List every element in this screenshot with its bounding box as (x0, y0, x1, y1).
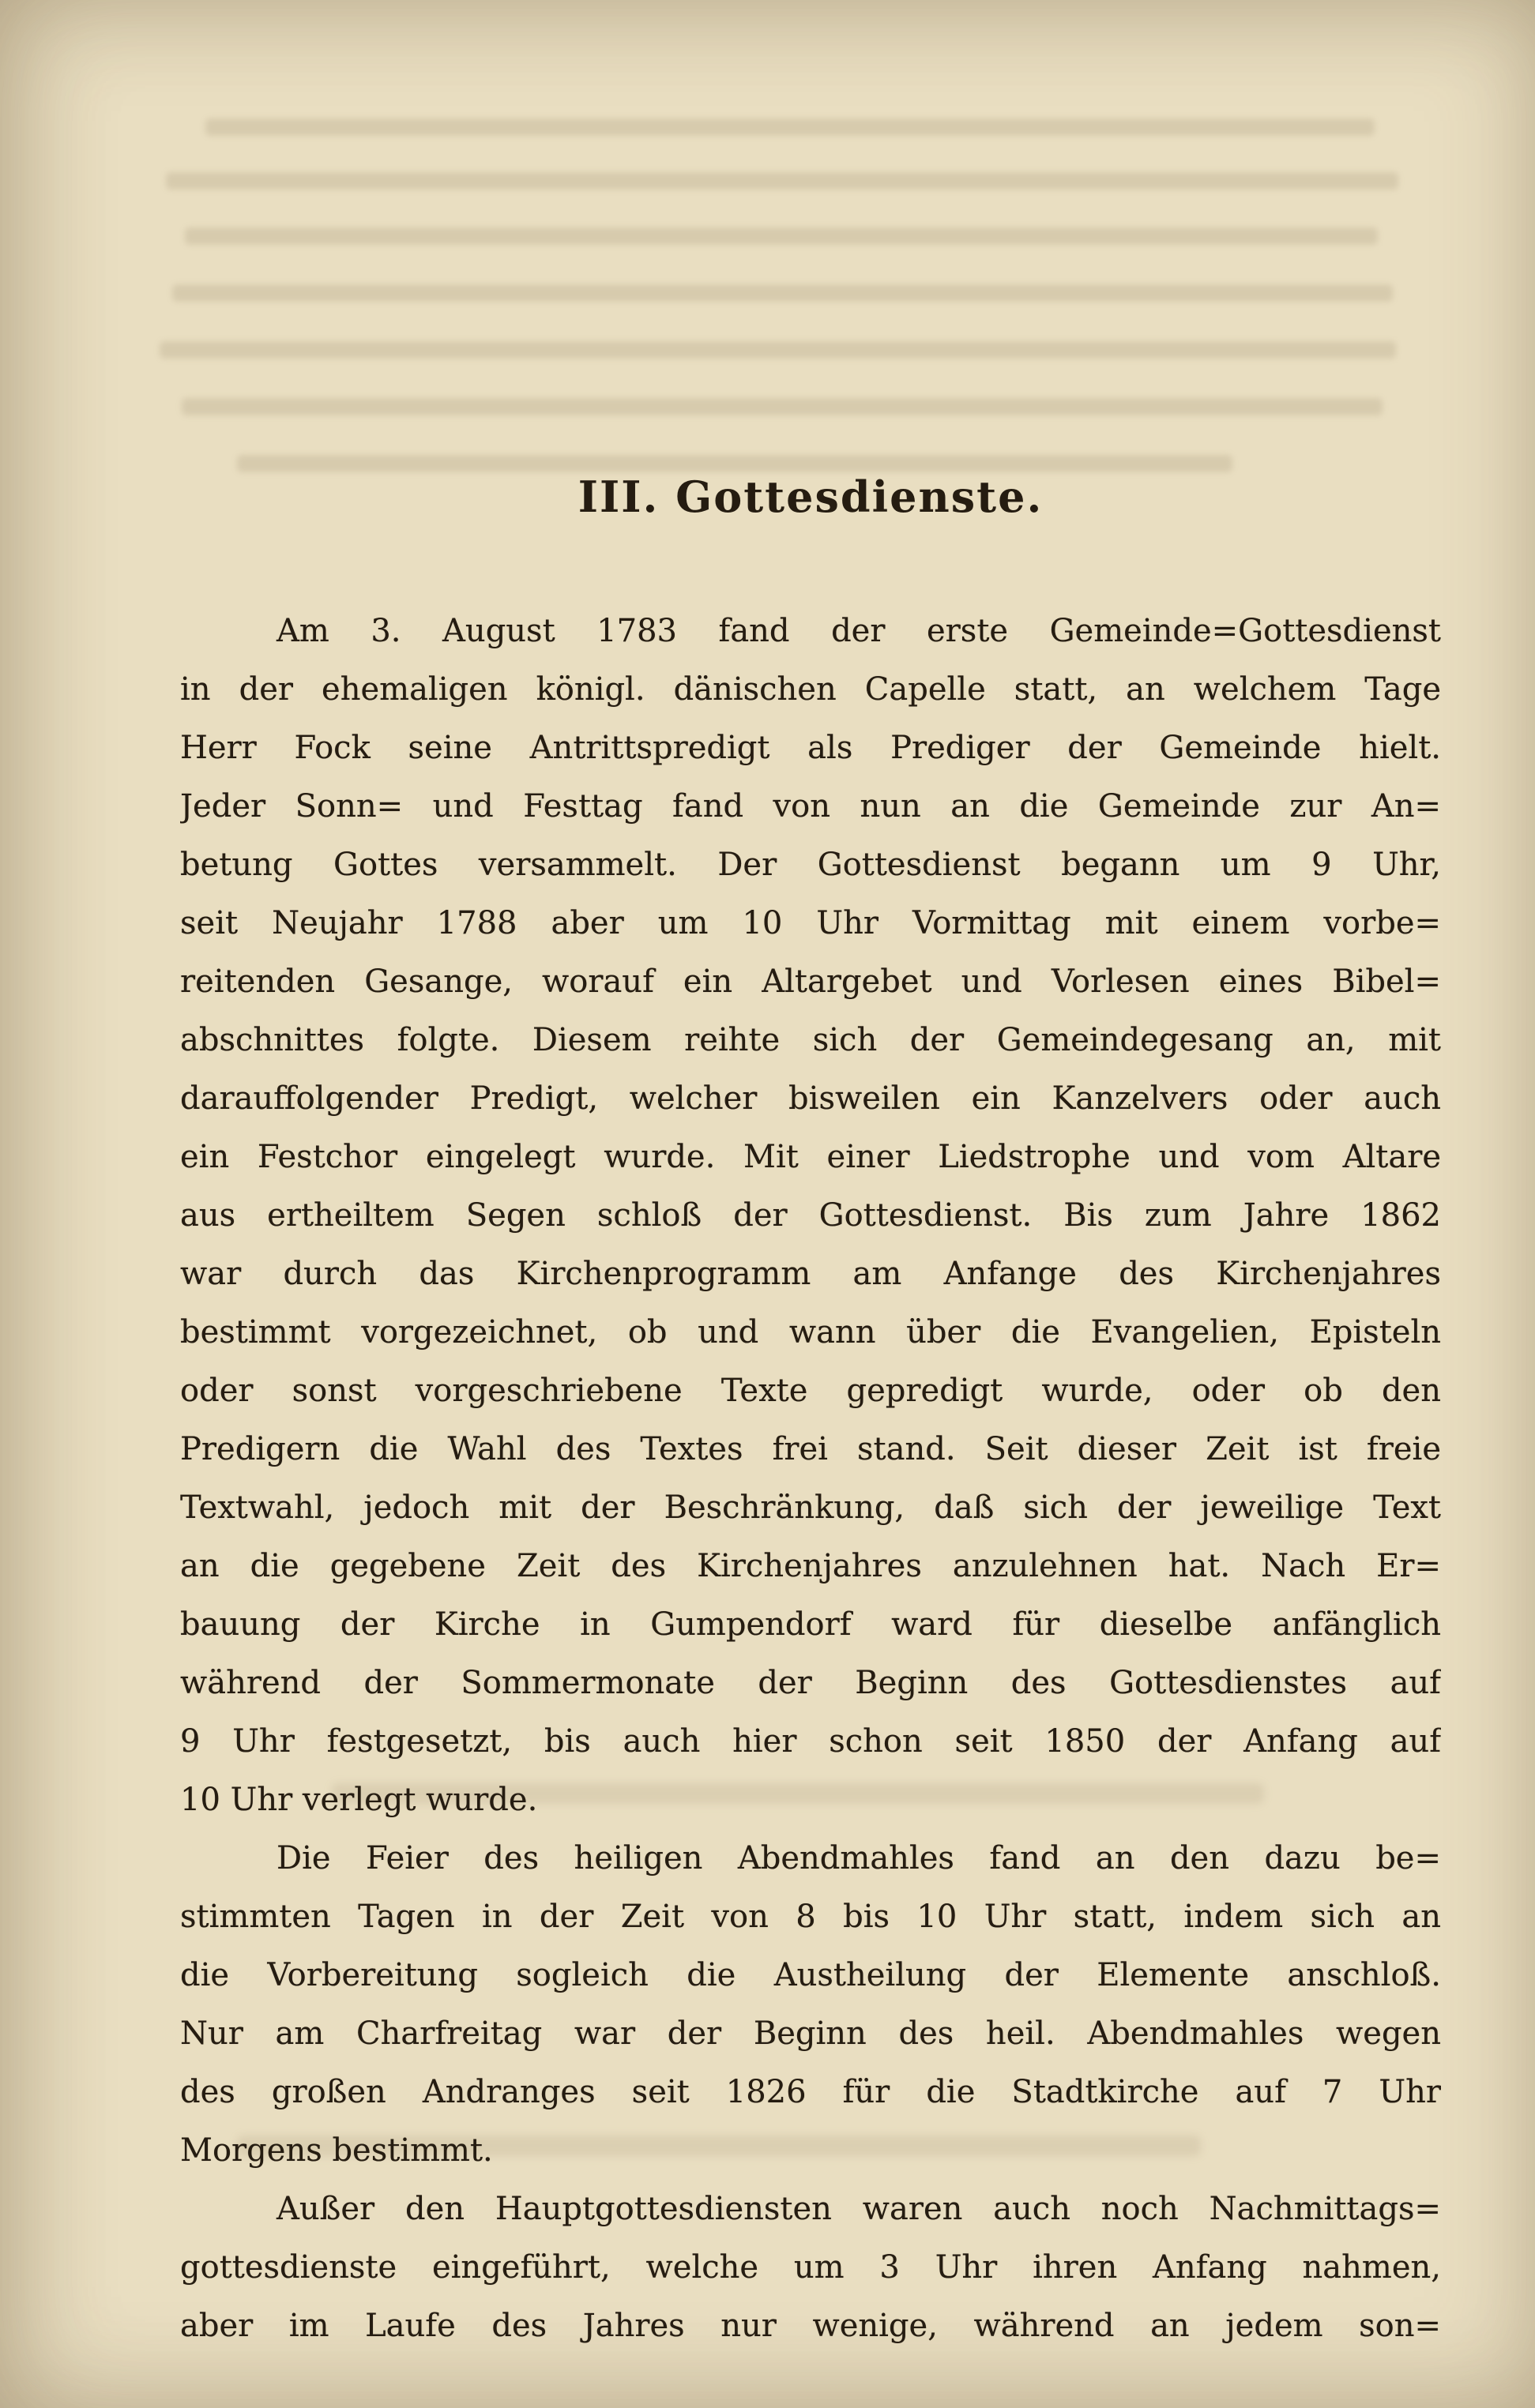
text-line: Die Feier des heiligen Abendmahles fand an den dazu be= (277, 1840, 1441, 1876)
text-line: ein Festchor eingelegt wurde. Mit einer Liedstrophe und vom Altare (180, 1139, 1441, 1175)
text-line: gottesdienste eingeführt, welche um 3 Uhr ihren Anfang nahmen, (180, 2249, 1441, 2286)
text-line: seit Neujahr 1788 aber um 10 Uhr Vormittag mit einem vorbe= (180, 905, 1441, 941)
text-line: Herr Fock seine Antrittspredigt als Prediger der Gemeinde hielt. (180, 730, 1441, 766)
text-line: aber im Laufe des Jahres nur wenige, während an jedem son= (180, 2308, 1441, 2344)
text-line: abschnittes folgte. Diesem reihte sich der Gemeindegesang an, mit (180, 1022, 1441, 1058)
text-line: während der Sommermonate der Beginn des Gottesdienstes auf (180, 1665, 1441, 1701)
text-line: aus ertheiltem Segen schloß der Gottesdienst. Bis zum Jahre 1862 (180, 1197, 1441, 1234)
text-line: bauung der Kirche in Gumpendorf ward für dieselbe anfänglich (180, 1606, 1441, 1643)
text-line: Außer den Hauptgottesdiensten waren auch noch Nachmittags= (277, 2191, 1441, 2227)
text-line: 10 Uhr verlegt wurde. (180, 1782, 538, 1818)
body-text (180, 602, 1441, 2355)
text-line: bestimmt vorgezeichnet, ob und wann über die Evangelien, Episteln (180, 1314, 1441, 1351)
text-line: Textwahl, jedoch mit der Beschränkung, daß sich der jeweilige Text (180, 1490, 1441, 1526)
text-line: des großen Andranges seit 1826 für die Stadtkirche auf 7 Uhr (180, 2074, 1441, 2110)
text-line: war durch das Kirchenprogramm am Anfange des Kirchenjahres (180, 1256, 1441, 1292)
text-line: Morgens bestimmt. (180, 2132, 493, 2169)
text-line: betung Gottes versammelt. Der Gottesdienst begann um 9 Uhr, (180, 847, 1441, 883)
text-line: in der ehemaligen königl. dänischen Capelle statt, an welchem Tage (180, 671, 1441, 708)
text-line: die Vorbereitung sogleich die Austheilung der Elemente anschloß. (180, 1957, 1441, 1993)
text-line: an die gegebene Zeit des Kirchenjahres anzulehnen hat. Nach Er= (180, 1548, 1441, 1584)
section-heading: III. Gottesdienste. (578, 471, 1044, 522)
paragraph (180, 602, 1441, 1829)
text-line: stimmten Tagen in der Zeit von 8 bis 10 Uhr statt, indem sich an (180, 1899, 1441, 1935)
text-line: 9 Uhr festgesetzt, bis auch hier schon seit 1850 der Anfang auf (180, 1723, 1441, 1760)
paragraph (180, 2180, 1441, 2355)
text-line: Am 3. August 1783 fand der erste Gemeinde=Gottesdienst (277, 613, 1441, 649)
text-line: reitenden Gesange, worauf ein Altargebet und Vorlesen eines Bibel= (180, 964, 1441, 1000)
text-line: darauffolgender Predigt, welcher bisweilen ein Kanzelvers oder auch (180, 1080, 1441, 1117)
text-line: Predigern die Wahl des Textes frei stand. Seit dieser Zeit ist freie (180, 1431, 1441, 1467)
text-line: oder sonst vorgeschriebene Texte gepredigt wurde, oder ob den (180, 1373, 1441, 1409)
page-content (180, 0, 1441, 2355)
text-line: Nur am Charfreitag war der Beginn des heil. Abendmahles wegen (180, 2015, 1441, 2052)
text-line: Jeder Sonn= und Festtag fand von nun an die Gemeinde zur An= (180, 788, 1441, 825)
paragraph (180, 1829, 1441, 2180)
